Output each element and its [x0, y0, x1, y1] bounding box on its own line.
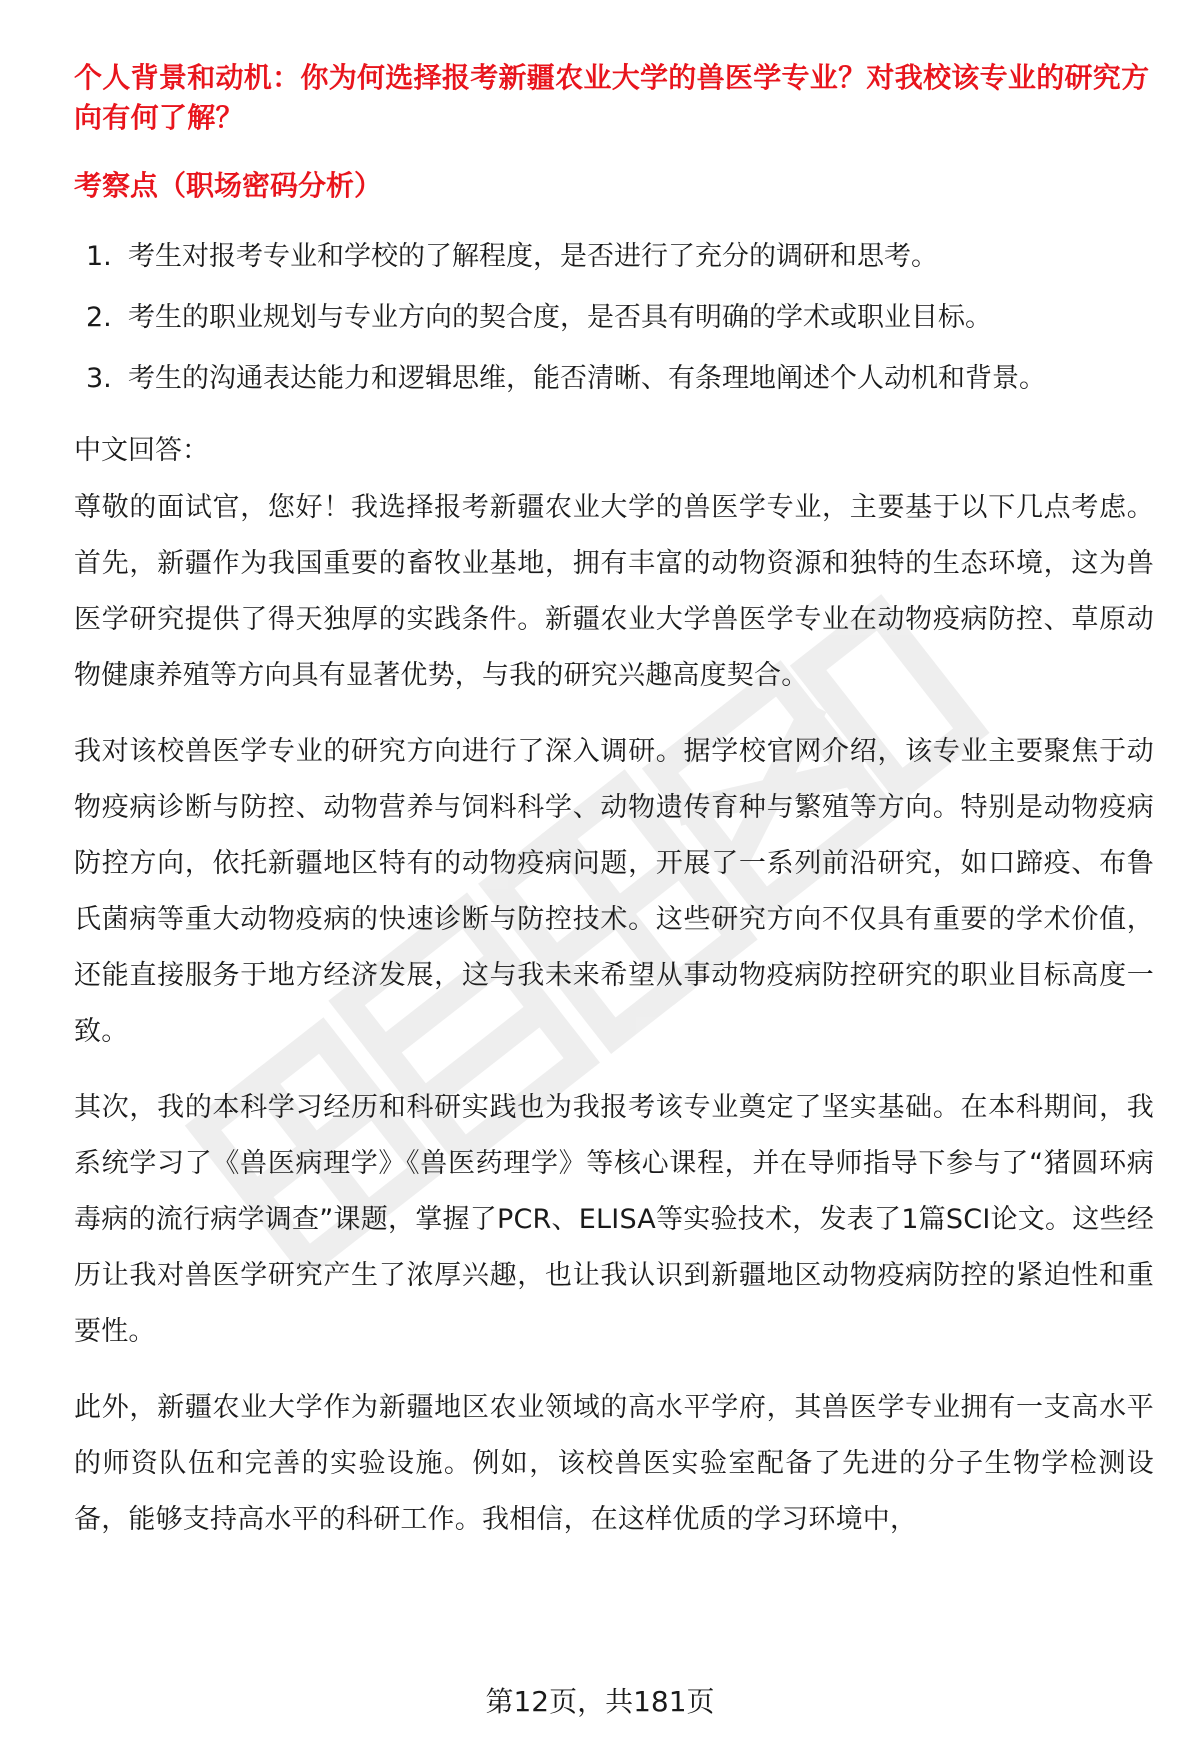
answer-paragraph: 尊敬的面试官，您好！我选择报考新疆农业大学的兽医学专业，主要基于以下几点考虑。首先，新疆作为我国重要的畜牧业基地，拥有丰富的动物资源和独特的生态环境，这为兽医学研究提供了得天独厚的实践条件。新疆农业大学兽医学专业在动物疫病防控、草原动物健康养殖等方向具有显著优势，与我的研究兴趣高度契合。: [74, 492, 1154, 691]
list-item-number: 2.: [86, 302, 112, 333]
page-number-footer: 第12页，共181页: [485, 1685, 715, 1718]
answer-paragraph: 其次，我的本科学习经历和科研实践也为我报考该专业奠定了坚实基础。在本科期间，我系统学习了《兽医病理学》《兽医药理学》等核心课程，并在导师指导下参与了“猪圆环病毒病的流行病学调查”课题，掌握了PCR、ELISA等实验技术，发表了1篇SCI论文。这些经历让我对兽医学研究产生了浓厚兴趣，也让我认识到新疆地区动物疫病防控的紧迫性和重要性。: [74, 1092, 1154, 1347]
focus-points-list: [74, 236, 1154, 400]
list-item-text: 考生对报考专业和学校的了解程度，是否进行了充分的调研和思考。: [128, 241, 938, 272]
list-item-number: 1.: [86, 241, 112, 272]
answer-paragraph: 此外，新疆农业大学作为新疆地区农业领域的高水平学府，其兽医学专业拥有一支高水平的师资队伍和完善的实验设施。例如，该校兽医实验室配备了先进的分子生物学检测设备，能够支持高水平的科研工作。我相信，在这样优质的学习环境中，: [74, 1392, 1154, 1535]
list-item: [74, 358, 1154, 400]
question-heading: 个人背景和动机：你为何选择报考新疆农业大学的兽医学专业？对我校该专业的研究方向有何了解？: [74, 61, 1150, 134]
focus-heading: 考察点（职场密码分析）: [74, 169, 383, 202]
list-item-number: 3.: [86, 363, 112, 394]
list-item-text: 考生的沟通表达能力和逻辑思维，能否清晰、有条理地阐述个人动机和背景。: [128, 363, 1046, 394]
list-item: [74, 236, 1154, 278]
answer-label: 中文回答：: [74, 435, 209, 466]
document-page: [74, 58, 1154, 1548]
list-item: [74, 297, 1154, 339]
list-item-text: 考生的职业规划与专业方向的契合度，是否具有明确的学术或职业目标。: [128, 302, 992, 333]
answer-paragraph: 我对该校兽医学专业的研究方向进行了深入调研。据学校官网介绍，该专业主要聚焦于动物疫病诊断与防控、动物营养与饲料科学、动物遗传育种与繁殖等方向。特别是动物疫病防控方向，依托新疆地区特有的动物疫病问题，开展了一系列前沿研究，如口蹄疫、布鲁氏菌病等重大动物疫病的快速诊断与防控技术。这些研究方向不仅具有重要的学术价值，还能直接服务于地方经济发展，这与我未来希望从事动物疫病防控研究的职业目标高度一致。: [74, 736, 1154, 1047]
